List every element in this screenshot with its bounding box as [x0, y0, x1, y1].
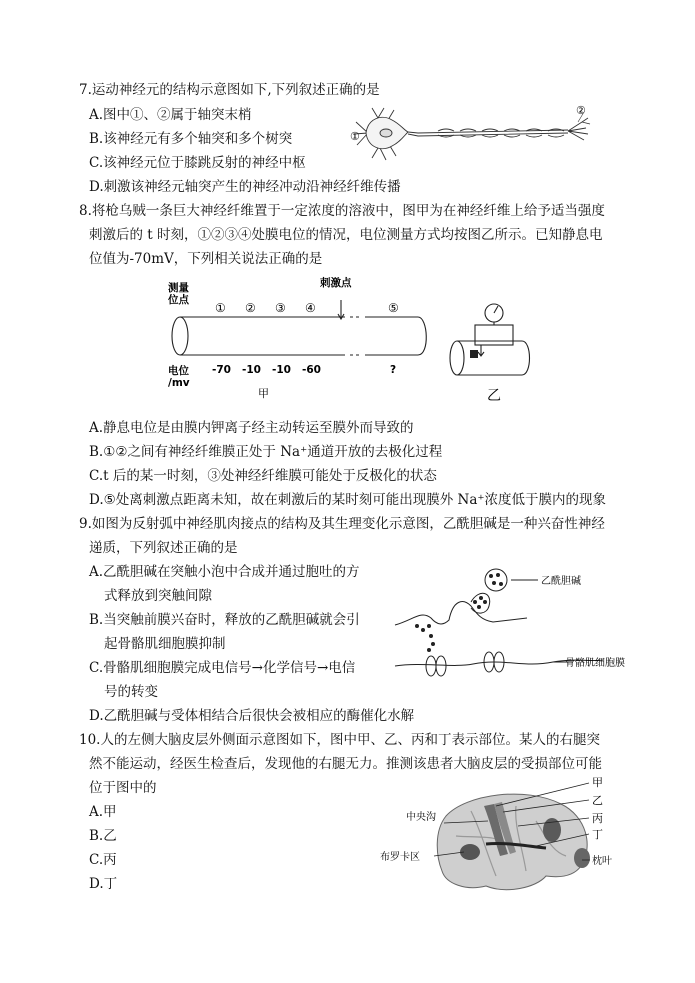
- potential-label-1: 电位: [168, 365, 189, 377]
- stim-point-label: 刺激点: [320, 277, 352, 289]
- q10-stem-line-1: 10.人的左侧大脑皮层外侧面示意图如下，图中甲、乙、丙和丁表示部位。某人的右腿突: [79, 732, 600, 748]
- q9-option-a-line-1: A.乙酰胆碱在突触小泡中合成并通过胞吐的方: [89, 564, 360, 580]
- measure-label-1: 测量: [168, 282, 189, 294]
- neuron-figure: [348, 100, 613, 166]
- occipital-label: 枕叶: [592, 856, 612, 867]
- q9-option-a-line-2: 式释放到突触间隙: [104, 588, 212, 604]
- point-1: ①: [215, 301, 226, 315]
- q9-option-b-line-1: B.当突触前膜兴奋时，释放的乙酰胆碱就会引: [89, 612, 360, 628]
- q8-option-c: C.t 后的某一时刻，③处神经纤维膜可能处于反极化的状态: [89, 468, 437, 484]
- q10-stem-line-3: 位于图中的: [89, 780, 157, 796]
- part-yi: 乙: [592, 794, 603, 807]
- q8-stem-line-2: 刺激后的 t 时刻，①②③④处膜电位的情况，电位测量方式均按图乙所示。已知静息电: [89, 227, 603, 243]
- value-2: -10: [242, 364, 261, 376]
- value-4: -60: [302, 364, 321, 376]
- q8-option-b: B.①②之间有神经纤维膜正处于 Na⁺通道开放的去极化过程: [89, 444, 443, 460]
- q7-fig-label-1: ①: [350, 130, 360, 143]
- point-3: ③: [275, 301, 286, 315]
- q10-stem-line-2: 然不能运动，经医生检查后，发现他的右腿无力。推测该患者大脑皮层的受损部位可能: [89, 756, 602, 772]
- q9-option-c-line-2: 号的转变: [104, 684, 158, 700]
- brain-figure: [376, 776, 626, 901]
- q9-stem-line-2: 递质，下列叙述正确的是: [89, 540, 238, 556]
- point-4: ④: [305, 301, 316, 315]
- q7-option-d: D.刺激该神经元轴突产生的神经冲动沿神经纤维传播: [89, 179, 401, 195]
- q7-option-a: A.图中①、②属于轴突末梢: [89, 107, 252, 123]
- q8-stem-line-1: 8.将枪乌贼一条巨大神经纤维置于一定浓度的溶液中，图甲为在神经纤维上给予适当强度: [79, 203, 605, 219]
- q10-option-a: A.甲: [89, 804, 117, 820]
- q8-option-a: A.静息电位是由膜内钾离子经主动转运至膜外而导致的: [89, 420, 414, 436]
- part-jia: 甲: [592, 776, 603, 789]
- value-1: -70: [212, 364, 231, 376]
- nerve-fiber-figure: [160, 270, 570, 402]
- q9-option-d: D.乙酰胆碱与受体相结合后很快会被相应的酶催化水解: [89, 708, 415, 724]
- value-5: ?: [390, 364, 397, 376]
- synapse-figure: [393, 560, 643, 700]
- q7-option-b: B.该神经元有多个轴突和多个树突: [89, 131, 293, 147]
- q8-stem-line-3: 位值为-70mV，下列相关说法正确的是: [89, 251, 323, 267]
- q9-option-c-line-1: C.骨骼肌细胞膜完成电信号→化学信号→电信: [89, 660, 356, 676]
- part-ding: 丁: [592, 828, 603, 841]
- q10-option-d: D.丁: [89, 876, 118, 892]
- caption-jia: 甲: [258, 387, 269, 400]
- central-sulcus-label: 中央沟: [406, 812, 436, 823]
- q8-option-d: D.⑤处离刺激点距离未知，故在刺激后的某时刻可能出现膜外 Na⁺浓度低于膜内的现象: [89, 492, 607, 508]
- potential-label-2: /mv: [168, 377, 190, 389]
- q7-fig-label-2: ②: [576, 104, 586, 117]
- q7-option-c: C.该神经元位于膝跳反射的神经中枢: [89, 155, 306, 171]
- q7-stem: 7.运动神经元的结构示意图如下,下列叙述正确的是: [79, 82, 380, 98]
- ach-label: 乙酰胆碱: [541, 576, 581, 587]
- q10-option-c: C.丙: [89, 852, 117, 868]
- measure-label-2: 位点: [168, 294, 189, 306]
- point-2: ②: [245, 301, 256, 315]
- part-bing: 丙: [592, 812, 603, 825]
- broca-label: 布罗卡区: [380, 852, 420, 863]
- q10-option-b: B.乙: [89, 828, 117, 844]
- muscle-membrane-label: 骨骼肌细胞膜: [565, 658, 625, 669]
- q9-stem-line-1: 9.如图为反射弧中神经肌肉接点的结构及其生理变化示意图，乙酰胆碱是一种兴奋性神经: [79, 516, 605, 532]
- value-3: -10: [272, 364, 291, 376]
- point-5: ⑤: [388, 301, 399, 315]
- caption-yi: 乙: [487, 388, 501, 402]
- q9-option-b-line-2: 起骨骼肌细胞膜抑制: [104, 636, 226, 652]
